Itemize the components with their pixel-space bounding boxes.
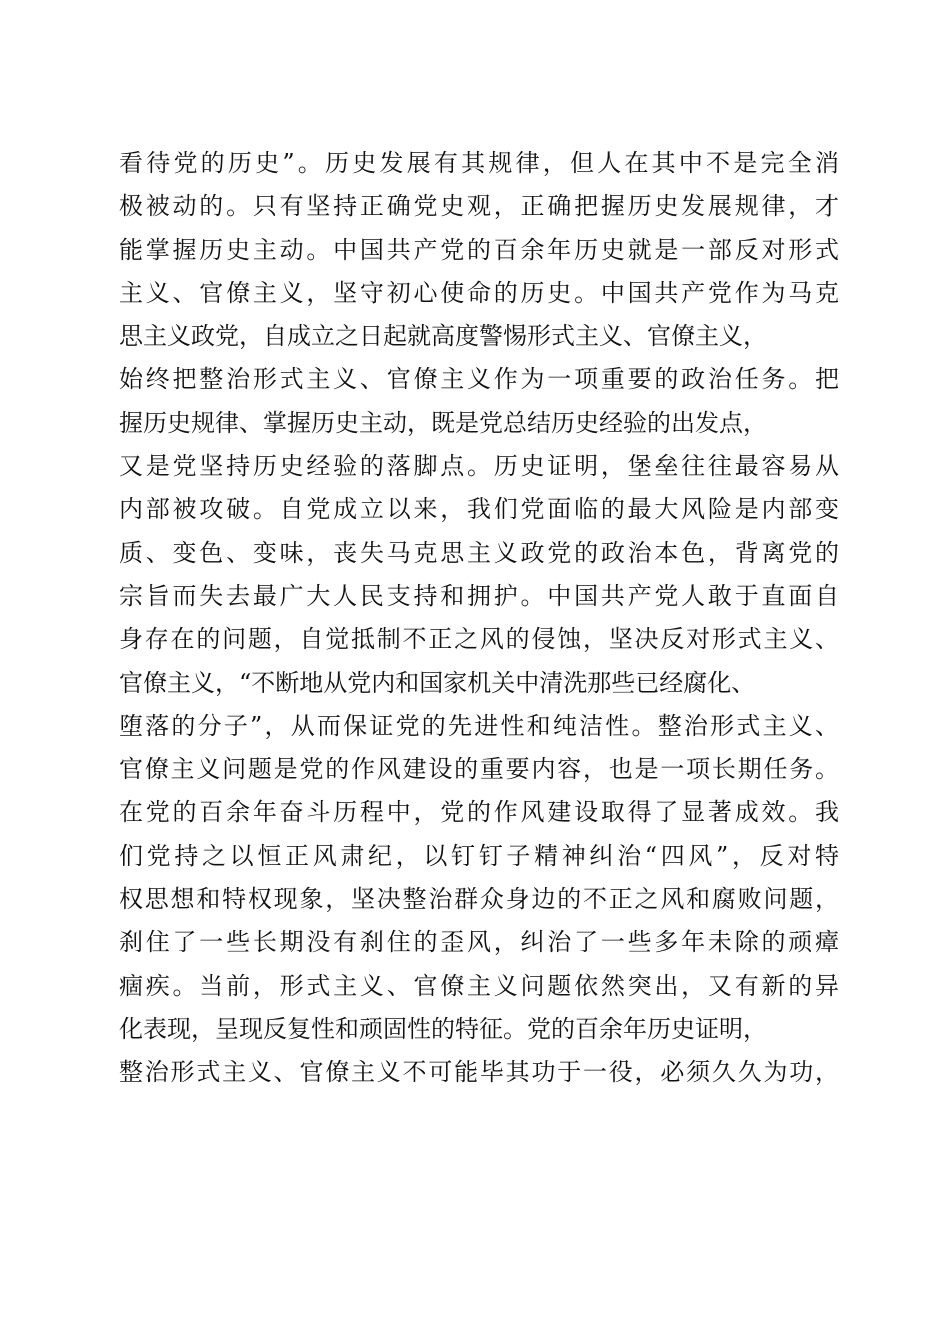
text-line: 化表现，呈现反复性和顽固性的特征。党的百余年历史证明， <box>119 1014 767 1043</box>
text-line: 质、变色、变味，丧失马克思主义政党的政治本色，背离党的 <box>119 538 839 567</box>
text-line: 身存在的问题，自觉抵制不正之风的侵蚀，坚决反对形式主义、 <box>119 625 839 654</box>
text-line: 官僚主义，“不断地从党内和国家机关中清洗那些已经腐化、 <box>119 668 756 697</box>
text-line: 在党的百余年奋斗历程中，党的作风建设取得了显著成效。我 <box>119 798 839 827</box>
text-line: 始终把整治形式主义、官僚主义作为一项重要的政治任务。把 <box>119 365 839 394</box>
text-line: 思主义政党，自成立之日起就高度警惕形式主义、官僚主义， <box>119 322 767 351</box>
text-line: 宗旨而失去最广大人民支持和拥护。中国共产党人敢于直面自 <box>119 581 839 610</box>
text-line: 能掌握历史主动。中国共产党的百余年历史就是一部反对形式 <box>119 235 839 264</box>
text-line: 握历史规律、掌握历史主动，既是党总结历史经验的出发点， <box>119 408 767 437</box>
text-line: 整治形式主义、官僚主义不可能毕其功于一役，必须久久为功， <box>119 1058 839 1087</box>
text-line: 权思想和特权现象，坚决整治群众身边的不正之风和腐败问题， <box>119 885 839 914</box>
text-line: 又是党坚持历史经验的落脚点。历史证明，堡垒往往最容易从 <box>119 452 839 481</box>
text-line: 主义、官僚主义，坚守初心使命的历史。中国共产党作为马克 <box>119 278 839 307</box>
text-line: 极被动的。只有坚持正确党史观，正确把握历史发展规律，才 <box>119 192 839 221</box>
text-line: 看待党的历史”。历史发展有其规律，但人在其中不是完全消 <box>119 149 839 177</box>
text-line: 刹住了一些长期没有刹住的歪风，纠治了一些多年未除的顽瘴 <box>119 928 839 957</box>
text-line: 们党持之以恒正风肃纪，以钉钉子精神纠治“四风”，反对特 <box>119 841 839 870</box>
text-line: 内部被攻破。自党成立以来，我们党面临的最大风险是内部变 <box>119 495 839 524</box>
body-text <box>119 142 839 1095</box>
text-line: 官僚主义问题是党的作风建设的重要内容，也是一项长期任务。 <box>119 755 839 784</box>
text-line: 堕落的分子”，从而保证党的先进性和纯洁性。整治形式主义、 <box>119 711 839 740</box>
text-line: 痼疾。当前，形式主义、官僚主义问题依然突出，又有新的异 <box>119 971 839 1000</box>
